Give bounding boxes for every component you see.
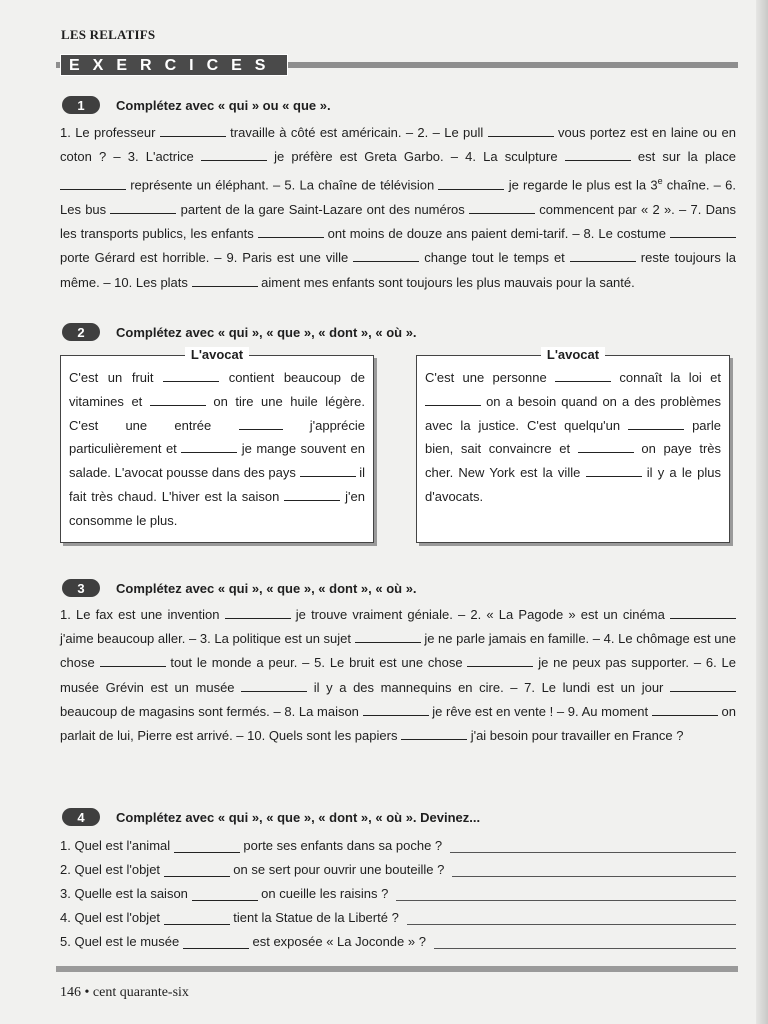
- answer-blank[interactable]: [241, 682, 307, 692]
- question-5: 5. Quel est le musée est exposée « La Joconde » ?: [60, 929, 736, 949]
- answer-blank[interactable]: [628, 420, 684, 430]
- answer-blank[interactable]: [225, 609, 291, 619]
- answer-blank[interactable]: [555, 372, 611, 382]
- answer-blank[interactable]: [192, 277, 258, 287]
- exercise-1-number: 1: [62, 96, 100, 114]
- answer-blank[interactable]: [60, 180, 126, 190]
- avocat-fruit-box: [60, 347, 374, 543]
- guess-line[interactable]: [450, 840, 736, 853]
- answer-blank[interactable]: [353, 252, 419, 262]
- answer-blank[interactable]: [150, 396, 206, 406]
- guess-line[interactable]: [434, 936, 736, 949]
- guess-line[interactable]: [396, 888, 736, 901]
- exercise-3-number: 3: [62, 579, 100, 597]
- exercise-1-header: [62, 95, 331, 115]
- bottom-rule: [56, 966, 738, 972]
- avocat-lawyer-box: [416, 347, 730, 543]
- exercise-4-header: [62, 807, 480, 827]
- question-2: 2. Quel est l'objet on se sert pour ouvrir une bouteille ?: [60, 857, 736, 877]
- chapter-title: LES RELATIFS: [61, 27, 156, 42]
- answer-blank[interactable]: [201, 151, 267, 161]
- page-number: 146: [60, 985, 81, 1000]
- answer-blank[interactable]: [401, 730, 467, 740]
- question-3: 3. Quelle est la saison on cueille les raisins ?: [60, 881, 736, 901]
- answer-blank[interactable]: [652, 706, 718, 716]
- answer-blank[interactable]: [183, 939, 249, 949]
- answer-blank[interactable]: [300, 467, 356, 477]
- exercise-2-header: [62, 322, 417, 342]
- answer-blank[interactable]: [488, 127, 554, 137]
- answer-blank[interactable]: [164, 915, 230, 925]
- answer-blank[interactable]: [160, 127, 226, 137]
- answer-blank[interactable]: [174, 843, 240, 853]
- exercise-1-text: 1. Le professeur travaille à côté est américain. – 2. – Le pull vous portez est en laine ou en coton ? – 3. L'actrice je préfère est Greta Garbo. – 4. La sculpture est sur la place représente un éléphant. – 5. La chaîne de télévision je regarde le plus est la 3e chaîne. – 6. Les bus partent de la gare Saint-Lazare ont des numéros commencent par « 2 ». – 7. Dans les transports publics, les enfants ont moins de douze ans paient demi-tarif. – 8. Le costume porte Gérard est horrible. – 9. Paris est une ville change tout le temps et reste toujours la même. – 10. Les plats aiment mes enfants sont toujours les plus mauvais pour la santé.: [60, 125, 736, 290]
- answer-blank[interactable]: [355, 633, 421, 643]
- guess-line[interactable]: [407, 912, 736, 925]
- guess-line[interactable]: [452, 864, 736, 877]
- question-1: 1. Quel est l'animal porte ses enfants dans sa poche ?: [60, 833, 736, 853]
- answer-blank[interactable]: [586, 467, 642, 477]
- answer-blank[interactable]: [100, 657, 166, 667]
- answer-blank[interactable]: [670, 609, 736, 619]
- answer-blank[interactable]: [565, 151, 631, 161]
- exercise-2-instruction: Complétez avec « qui », « que », « dont », « où ».: [116, 324, 417, 340]
- answer-blank[interactable]: [284, 491, 340, 501]
- exercise-3-text: 1. Le fax est une invention je trouve vraiment géniale. – 2. « La Pagode » est un cinéma j'aime beaucoup aller. – 3. La politique est un sujet je ne parle jamais en famille. – 4. Le chômage est une chose tout le monde a peur. – 5. Le bruit est une chose je ne peux pas supporter. – 6. Le musée Grévin est un musée il y a des mannequins en cire. – 7. Le lundi est un jour beaucoup de magasins sont fermés. – 8. La maison je rêve est en vente ! – 9. Au moment on parlait de lui, Pierre est arrivé. – 10. Quels sont les papiers j'ai besoin pour travailler en France ?: [60, 607, 736, 744]
- exercise-3-header: [62, 578, 417, 598]
- answer-blank[interactable]: [363, 706, 429, 716]
- answer-blank[interactable]: [192, 891, 258, 901]
- exercise-4-instruction: Complétez avec « qui », « que », « dont », « où ». Devinez...: [116, 809, 481, 825]
- page-number-words: cent quarante-six: [92, 985, 189, 1000]
- box-text: C'est un fruit contient beaucoup de vitamines et on tire une huile légère. C'est une entrée j'apprécie particulièrement et je mange souvent en salade. L'avocat pousse dans des pays il fait très chaud. L'hiver est la saison j'en consomme le plus.: [69, 370, 365, 528]
- answer-blank[interactable]: [239, 420, 283, 430]
- page-footer: [60, 985, 189, 1001]
- box-text: C'est une personne connaît la loi et on a besoin quand on a des problèmes avec la justice. C'est quelqu'un parle bien, sait convaincre et on paye très cher. New York est la ville il y a le plus d'avocats.: [425, 370, 722, 504]
- answer-blank[interactable]: [670, 228, 736, 238]
- box-title: L'avocat: [61, 347, 373, 362]
- answer-blank[interactable]: [110, 204, 176, 214]
- exercise-4-number: 4: [62, 808, 100, 826]
- answer-blank[interactable]: [181, 443, 237, 453]
- exercises-label: EXERCICES: [60, 54, 288, 76]
- exercise-1-instruction: Complétez avec « qui » ou « que ».: [116, 97, 331, 113]
- footer-bullet: •: [84, 985, 90, 1000]
- answer-blank[interactable]: [469, 204, 535, 214]
- answer-blank[interactable]: [578, 443, 634, 453]
- answer-blank[interactable]: [164, 867, 230, 877]
- page-edge-shadow: [756, 0, 768, 1024]
- answer-blank[interactable]: [570, 252, 636, 262]
- answer-blank[interactable]: [438, 180, 504, 190]
- box-title: L'avocat: [417, 347, 729, 362]
- exercise-2-number: 2: [62, 323, 100, 341]
- answer-blank[interactable]: [163, 372, 219, 382]
- answer-blank[interactable]: [467, 657, 533, 667]
- exercises-banner: [56, 54, 738, 76]
- answer-blank[interactable]: [670, 682, 736, 692]
- answer-blank[interactable]: [425, 396, 481, 406]
- answer-blank[interactable]: [258, 228, 324, 238]
- exercise-3-instruction: Complétez avec « qui », « que », « dont », « où ».: [116, 580, 417, 596]
- question-4: 4. Quel est l'objet tient la Statue de la Liberté ?: [60, 905, 736, 925]
